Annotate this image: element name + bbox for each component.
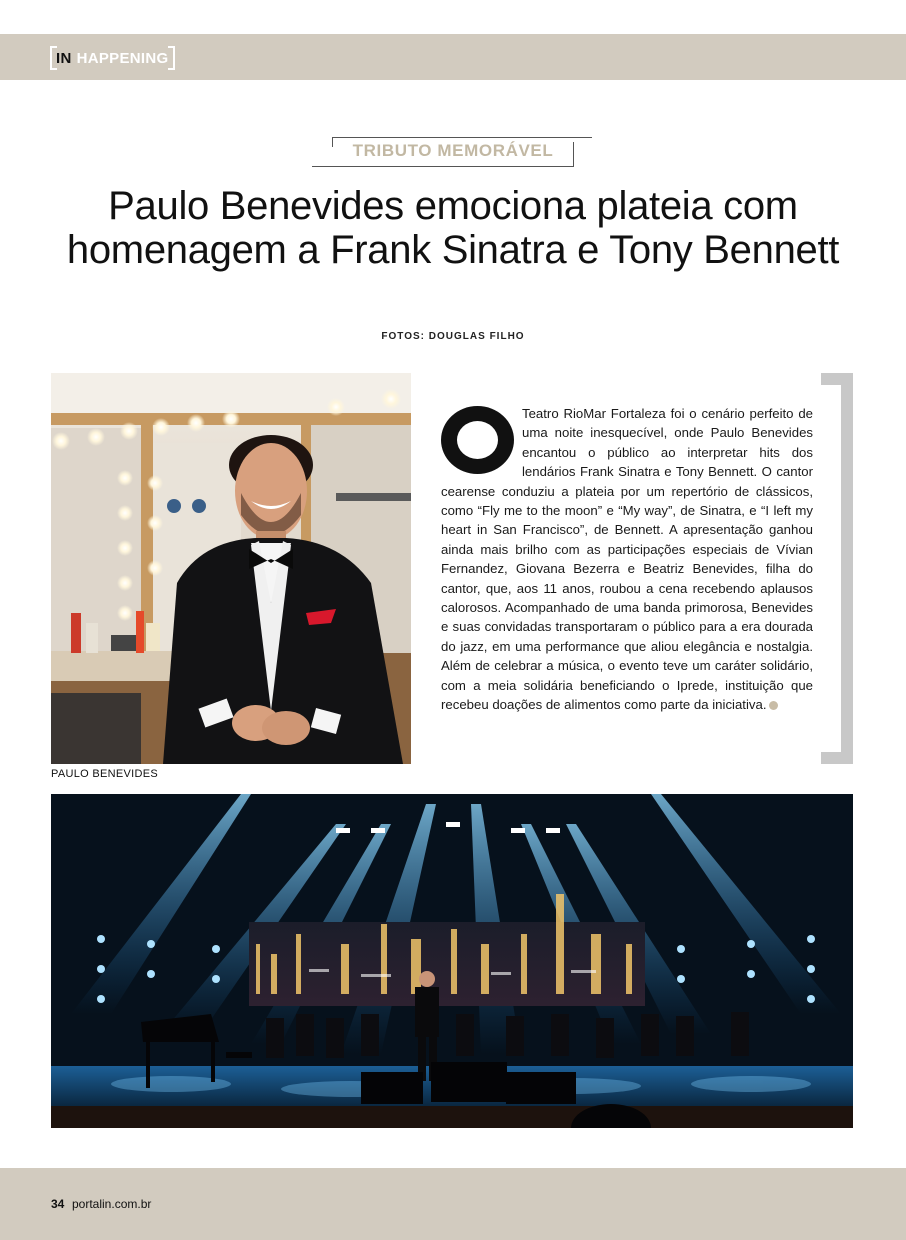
stage-photo [51,794,853,1128]
section-name: HAPPENING [76,49,169,67]
end-of-article-icon [769,701,778,710]
decorative-bracket [821,373,853,764]
article-body [441,404,813,715]
kicker-frame [312,137,592,169]
section-prefix: IN [56,49,72,67]
site-url: portalin.com.br [72,1197,152,1211]
photo-caption: PAULO BENEVIDES [51,768,158,780]
page-number: 34 [51,1197,65,1211]
headline: Paulo Benevides emociona plateia com homenagem a Frank Sinatra e Tony Bennett [66,184,840,272]
portrait-photo [51,373,411,764]
section-bracket-left [50,46,57,70]
photo-credit: FOTOS: DOUGLAS FILHO [381,331,525,342]
kicker: TRIBUTO MEMORÁVEL [352,141,554,160]
dropcap-o [441,406,514,474]
section-bracket-right [168,46,175,70]
article-body-text: Teatro RioMar Fortaleza foi o cenário perfeito de uma noite inesquecível, onde Paulo Benevides encantou o público ao interpretar hits dos lendários Frank Sinatra e Tony Bennett. O cantor cearense conduziu a plateia por um repertório de clássicos, como “Fly me to the moon” e “My way”, de Sinatra, e “I left my heart in San Francisco”, de Bennett. A apresentação ganhou ainda mais brilho com as participações especiais de Vívian Fernandez, Giovana Bezerra e Beatriz Benevides, filha do cantor, que, aos 11 anos, roubou a cena recebendo aplausos calorosos. Acompanhado de uma banda primorosa, Benevides e suas convidadas transportaram o público para a era dourada do jazz, em uma performance que aliou elegância e nostalgia. Além de celebrar a música, o evento teve um caráter solidário, com a meia solidária beneficiando o Iprede, instituição que recebeu doações de alimentos como parte da iniciativa. [441,406,813,713]
section-tag [50,46,175,70]
